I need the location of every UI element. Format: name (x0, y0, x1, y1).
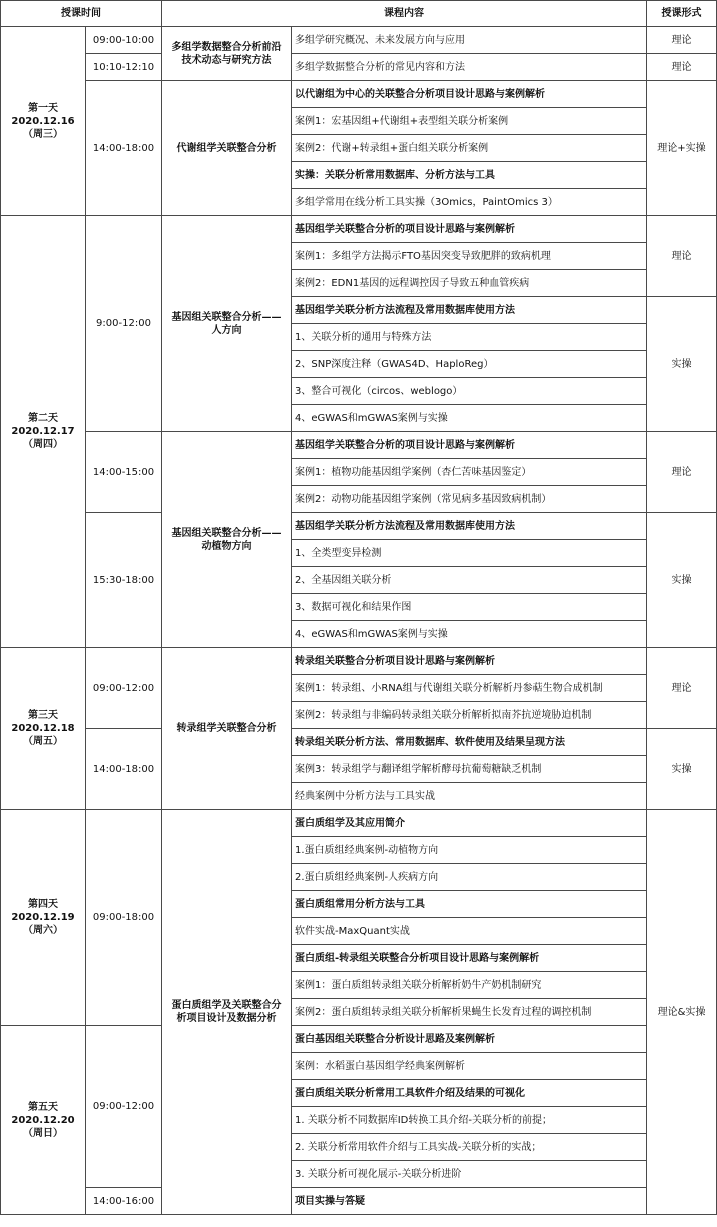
content-item: 2、全基因组关联分析 (292, 567, 647, 594)
day-cell: 第四天 2020.12.19 （周六） (1, 810, 86, 1026)
content-item: 案例2：动物功能基因组学案例（常见病多基因致病机制） (292, 486, 647, 513)
time-cell: 10:10-12:10 (86, 54, 162, 81)
table-row (1, 216, 717, 243)
content-item: 案例1：转录组、小RNA组与代谢组关联分析解析丹参萜生物合成机制 (292, 675, 647, 702)
day-cell: 第三天 2020.12.18 （周五） (1, 648, 86, 810)
module-cell: 多组学数据整合分析前沿 技术动态与研究方法 (162, 27, 292, 81)
content-item: 案例1：植物功能基因组学案例（杏仁苦味基因鉴定） (292, 459, 647, 486)
form-cell: 理论 (647, 432, 717, 513)
time-cell: 09:00-12:00 (86, 648, 162, 729)
form-cell: 实操 (647, 729, 717, 810)
content-item: 4、eGWAS和mGWAS案例与实操 (292, 621, 647, 648)
table-row (1, 81, 717, 108)
table-row (1, 1188, 717, 1215)
form-cell: 实操 (647, 297, 717, 432)
module-cell: 代谢组学关联整合分析 (162, 81, 292, 216)
header-time: 授课时间 (1, 1, 162, 27)
content-item: 蛋白基因组关联整合分析设计思路及案例解析 (292, 1026, 647, 1053)
table-row (1, 54, 717, 81)
content-item: 蛋白质组关联分析常用工具软件介绍及结果的可视化 (292, 1080, 647, 1107)
content-item: 蛋白质组常用分析方法与工具 (292, 891, 647, 918)
content-item: 案例2：转录组与非编码转录组关联分析解析拟南芥抗逆境胁迫机制 (292, 702, 647, 729)
content-item: 基因组学关联分析方法流程及常用数据库使用方法 (292, 513, 647, 540)
header-row (1, 1, 717, 27)
time-cell: 14:00-18:00 (86, 81, 162, 216)
form-cell: 理论 (647, 27, 717, 54)
module-cell: 基因组关联整合分析—— 人方向 (162, 216, 292, 432)
content-item: 实操：关联分析常用数据库、分析方法与工具 (292, 162, 647, 189)
content-item: 1、全类型变异检测 (292, 540, 647, 567)
content-item: 转录组关联整合分析项目设计思路与案例解析 (292, 648, 647, 675)
content-item: 2. 关联分析常用软件介绍与工具实战-关联分析的实战； (292, 1134, 647, 1161)
header-content: 课程内容 (162, 1, 647, 27)
content-item: 2.蛋白质组经典案例-人疾病方向 (292, 864, 647, 891)
table-row (1, 1026, 717, 1053)
table-row (1, 432, 717, 459)
content-item: 4、eGWAS和mGWAS案例与实操 (292, 405, 647, 432)
content-item: 1. 关联分析不同数据库ID转换工具介绍-关联分析的前提； (292, 1107, 647, 1134)
content-item: 蛋白质组-转录组关联整合分析项目设计思路与案例解析 (292, 945, 647, 972)
content-item: 案例1：蛋白质组转录组关联分析解析奶牛产奶机制研究 (292, 972, 647, 999)
content-item: 案例1：多组学方法揭示FTO基因突变导致肥胖的致病机理 (292, 243, 647, 270)
content-item: 案例1：宏基因组+代谢组+表型组关联分析案例 (292, 108, 647, 135)
table-row (1, 810, 717, 837)
time-cell: 14:00-16:00 (86, 1188, 162, 1215)
day-cell: 第五天 2020.12.20 （周日） (1, 1026, 86, 1215)
content-item: 3、数据可视化和结果作图 (292, 594, 647, 621)
content-item: 案例2：蛋白质组转录组关联分析解析果蝇生长发育过程的调控机制 (292, 999, 647, 1026)
form-cell: 理论+实操 (647, 81, 717, 216)
form-cell: 理论&实操 (647, 810, 717, 1215)
header-form: 授课形式 (647, 1, 717, 27)
content-item: 蛋白质组学及其应用简介 (292, 810, 647, 837)
content-item: 多组学研究概况、未来发展方向与应用 (292, 27, 647, 54)
time-cell: 09:00-18:00 (86, 810, 162, 1026)
time-cell: 09:00-12:00 (86, 1026, 162, 1188)
content-item: 多组学数据整合分析的常见内容和方法 (292, 54, 647, 81)
content-item: 多组学常用在线分析工具实操（3Omics，PaintOmics 3） (292, 189, 647, 216)
form-cell: 理论 (647, 648, 717, 729)
content-item: 经典案例中分析方法与工具实战 (292, 783, 647, 810)
content-item: 2、SNP深度注释（GWAS4D、HaploReg） (292, 351, 647, 378)
content-item: 1、关联分析的通用与特殊方法 (292, 324, 647, 351)
day-cell: 第一天 2020.12.16 （周三） (1, 27, 86, 216)
form-cell: 实操 (647, 513, 717, 648)
content-item: 案例2：代谢+转录组+蛋白组关联分析案例 (292, 135, 647, 162)
content-item: 案例：水稻蛋白基因组学经典案例解析 (292, 1053, 647, 1080)
time-cell: 14:00-15:00 (86, 432, 162, 513)
content-item: 案例2：EDN1基因的远程调控因子导致五种血管疾病 (292, 270, 647, 297)
day-cell: 第二天 2020.12.17 （周四） (1, 216, 86, 648)
content-item: 基因组学关联整合分析的项目设计思路与案例解析 (292, 432, 647, 459)
content-item: 3. 关联分析可视化展示-关联分析进阶 (292, 1161, 647, 1188)
content-item: 项目实操与答疑 (292, 1188, 647, 1215)
form-cell: 理论 (647, 54, 717, 81)
module-cell: 基因组关联整合分析—— 动植物方向 (162, 432, 292, 648)
table-row (1, 729, 717, 756)
content-item: 1.蛋白质组经典案例-动植物方向 (292, 837, 647, 864)
table-row (1, 648, 717, 675)
content-item: 转录组关联分析方法、常用数据库、软件使用及结果呈现方法 (292, 729, 647, 756)
table-row (1, 513, 717, 540)
time-cell: 09:00-10:00 (86, 27, 162, 54)
time-cell: 9:00-12:00 (86, 216, 162, 432)
content-item: 基因组学关联整合分析的项目设计思路与案例解析 (292, 216, 647, 243)
module-cell: 转录组学关联整合分析 (162, 648, 292, 810)
time-cell: 14:00-18:00 (86, 729, 162, 810)
content-item: 3、整合可视化（circos、weblogo） (292, 378, 647, 405)
content-item: 基因组学关联分析方法流程及常用数据库使用方法 (292, 297, 647, 324)
content-item: 案例3：转录组学与翻译组学解析酵母抗葡萄糖缺乏机制 (292, 756, 647, 783)
content-item: 软件实战-MaxQuant实战 (292, 918, 647, 945)
module-cell: 蛋白质组学及关联整合分 析项目设计及数据分析 (162, 810, 292, 1215)
form-cell: 理论 (647, 216, 717, 297)
content-item: 以代谢组为中心的关联整合分析项目设计思路与案例解析 (292, 81, 647, 108)
time-cell: 15:30-18:00 (86, 513, 162, 648)
table-row (1, 27, 717, 54)
